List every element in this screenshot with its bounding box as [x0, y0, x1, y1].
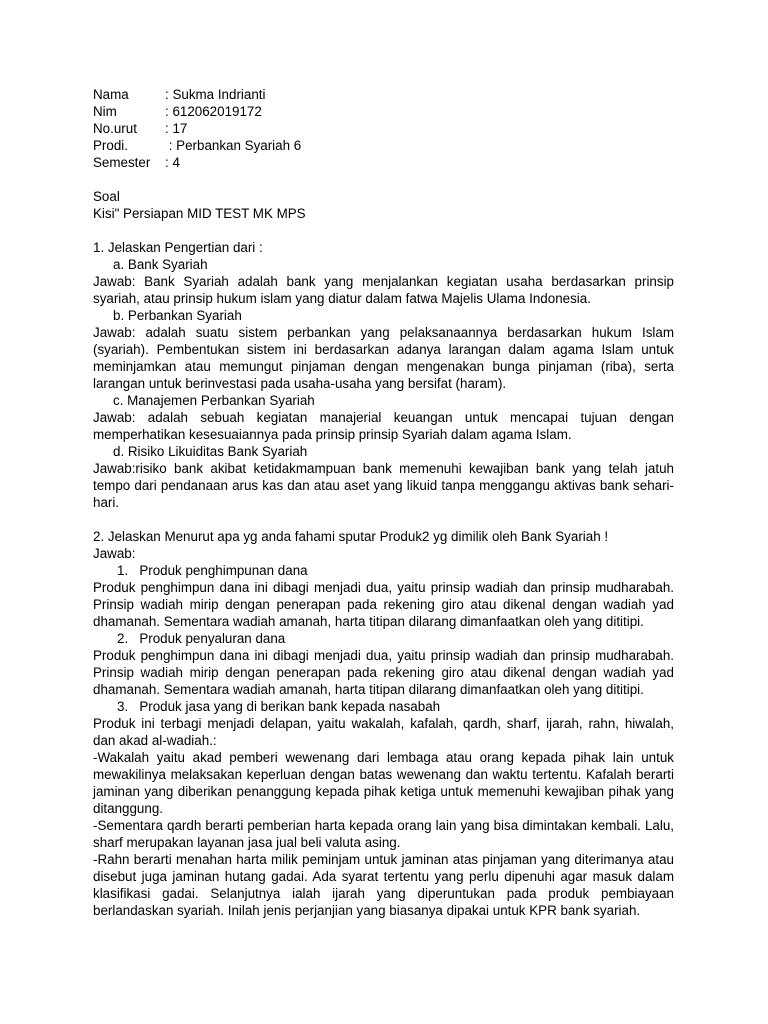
nourut-value: : 17 — [165, 121, 188, 136]
question-1b-answer: Jawab: adalah suatu sistem perbankan yang pelaksanaannya berdasarkan hukum Islam (syariah). Pembentukan sistem ini berdasarkan adanya larangan dalam agama Islam untuk meminjamkan atau memungut pinjaman dengan mengenakan bunga pinjaman (riba), serta larangan untuk berinvestasi pada usaha-usaha yang bersifat (haram). — [93, 325, 674, 391]
question-1d-answer: Jawab:risiko bank akibat ketidakmampuan bank memenuhi kewajiban bank yang telah jatuh tempo dari pendanaan arus kas dan atau aset yang likuid tanpa menggangu aktivas bank sehari-hari. — [93, 461, 674, 510]
semester-label: Semester — [93, 155, 151, 170]
spacer — [93, 171, 674, 188]
product-1-heading: 1. Produk penghimpunan dana — [117, 563, 308, 578]
product-3-heading: 3. Produk jasa yang di berikan bank kepada nasabah — [117, 699, 441, 714]
prodi-value: : Perbankan Syariah 6 — [165, 138, 302, 153]
product-3-qardh-paragraph: -Sementara qardh berarti pemberian harta kepada orang lain yang bisa dimintakan kembali. Lalu, sharf merupakan layanan jasa jual beli valuta asing. — [93, 818, 674, 850]
spacer — [93, 511, 674, 528]
question-1d-heading: d. Risiko Likuiditas Bank Syariah — [113, 444, 308, 459]
name-label: Nama — [93, 87, 129, 102]
header-row-nim — [93, 103, 674, 120]
question-1c-answer: Jawab: adalah sebuah kegiatan manajerial keuangan untuk mencapai tujuan dengan memperhatikan kesesuaiannya pada prinsip prinsip Syariah dalam agama Islam. — [93, 410, 674, 442]
question-1a-heading: a. Bank Syariah — [113, 257, 208, 272]
question-2-jawab: Jawab: — [93, 546, 136, 561]
product-3-intro: Produk ini terbagi menjadi delapan, yaitu wakalah, kafalah, qardh, sharf, ijarah, rahn, hiwalah, dan akad al-wadiah.: — [93, 716, 674, 748]
prodi-label: Prodi. — [93, 138, 128, 153]
question-1c-heading: c. Manajemen Perbankan Syariah — [113, 393, 315, 408]
product-2-body: Produk penghimpun dana ini dibagi menjadi dua, yaitu prinsip wadiah dan prinsip mudharabah. Prinsip wadiah mirip dengan penerapan pada rekening giro atau dikenal dengan wadiah yad dhamanah. Sementara wadiah amanah, harta titipan dilarang dimanfaatkan oleh yang dititipi. — [93, 648, 674, 697]
nim-value: : 612062019172 — [165, 104, 262, 119]
semester-value: : 4 — [165, 155, 180, 170]
header-row-nourut — [93, 120, 674, 137]
product-1-body: Produk penghimpun dana ini dibagi menjadi dua, yaitu prinsip wadiah dan prinsip mudharabah. Prinsip wadiah mirip dengan penerapan pada rekening giro atau dikenal dengan wadiah yad dhamanah. Sementara wadiah amanah, harta titipan dilarang dimanfaatkan oleh yang dititipi. — [93, 580, 674, 629]
question-1b-heading: b. Perbankan Syariah — [113, 308, 242, 323]
nourut-label: No.urut — [93, 121, 137, 136]
product-3-wakalah-paragraph: -Wakalah yaitu akad pemberi wewenang dari lembaga atau orang kepada pihak lain untuk mewakilinya melaksakan keperluan dengan batas wewenang dan waktu tertentu. Kafalah berarti jaminan yang diberikan penanggung kepada pihak ketiga untuk memenuhi kewajiban pihak yang ditanggung. — [93, 750, 674, 816]
soal-heading: Soal — [93, 189, 120, 204]
header-row-semester — [93, 154, 674, 171]
spacer — [93, 222, 674, 239]
question-1-title: 1. Jelaskan Pengertian dari : — [93, 240, 263, 255]
document-content — [93, 86, 674, 919]
subject-heading: Kisi" Persiapan MID TEST MK MPS — [93, 206, 306, 221]
question-2-title: 2. Jelaskan Menurut apa yg anda fahami sputar Produk2 yg dimilik oleh Bank Syariah ! — [93, 529, 609, 544]
product-3-rahn-paragraph: -Rahn berarti menahan harta milik peminjam untuk jaminan atas pinjaman yang diterimanya atau disebut juga jaminan hutang gadai. Ada syarat tertentu yang perlu dipenuhi agar masuk dalam klasifikasi gadai. Selanjutnya ialah ijarah yang diperuntukan pada produk pembiayaan berlandaskan syariah. Inilah jenis perjanjian yang biasanya dipakai untuk KPR bank syariah. — [93, 852, 674, 918]
name-value: : Sukma Indrianti — [165, 87, 266, 102]
header-row-prodi — [93, 137, 674, 154]
nim-label: Nim — [93, 104, 117, 119]
header-row-nama — [93, 86, 674, 103]
product-2-heading: 2. Produk penyaluran dana — [117, 631, 286, 646]
question-1a-answer: Jawab: Bank Syariah adalah bank yang menjalankan kegiatan usaha berdasarkan prinsip syariah, atau prinsip hukum islam yang diatur dalam fatwa Majelis Ulama Indonesia. — [93, 274, 674, 306]
